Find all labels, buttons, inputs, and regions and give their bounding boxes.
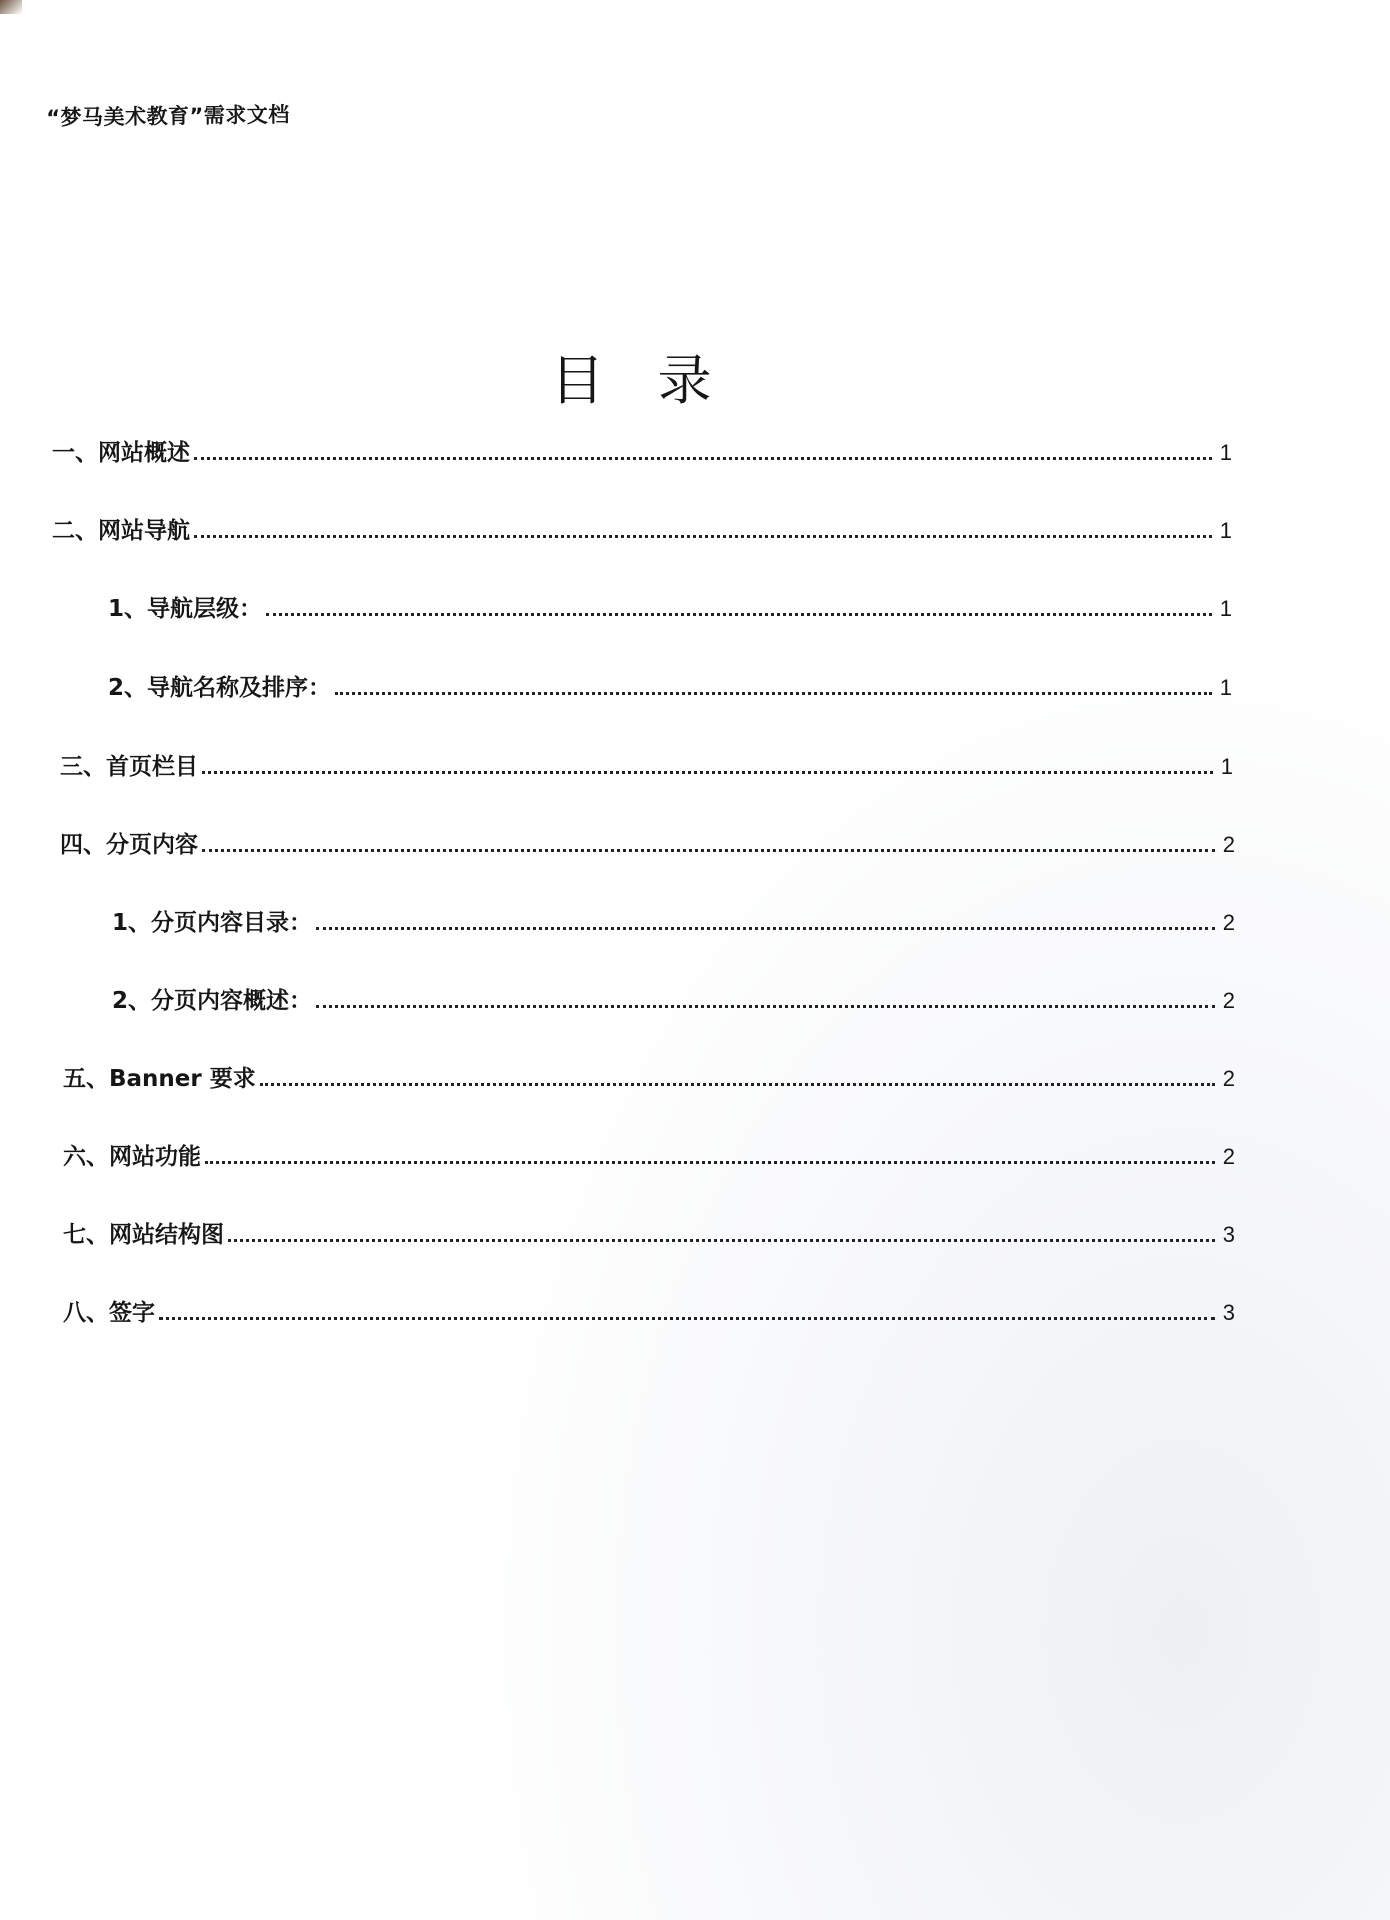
toc-entry-label: 七、网站结构图 — [63, 1222, 224, 1248]
toc-entry-3[interactable] — [60, 752, 1233, 782]
toc-page-number: 1 — [1220, 754, 1233, 779]
toc-entry-label: 2、分页内容概述： — [112, 988, 313, 1014]
toc-entry-4-2[interactable] — [112, 986, 1235, 1016]
toc-entry-4[interactable] — [60, 830, 1235, 860]
page-corner-shadow — [0, 0, 22, 14]
document-header: “梦马美术教育”需求文档 — [46, 102, 290, 130]
toc-page-number: 2 — [1222, 1144, 1235, 1169]
toc-entry-2[interactable] — [52, 516, 1232, 546]
toc-leader-dots — [316, 1005, 1215, 1008]
toc-page-number: 1 — [1219, 675, 1232, 700]
toc-leader-dots — [202, 771, 1213, 774]
toc-entry-label: 六、网站功能 — [63, 1144, 201, 1170]
toc-page-number: 1 — [1219, 518, 1232, 543]
toc-entry-4-1[interactable] — [112, 908, 1235, 938]
toc-entry-label: 二、网站导航 — [52, 518, 190, 544]
toc-leader-dots — [202, 849, 1215, 852]
toc-entry-5[interactable] — [63, 1064, 1235, 1094]
toc-entry-7[interactable] — [63, 1220, 1235, 1250]
toc-leader-dots — [260, 1083, 1215, 1086]
toc-entry-label: 八、签字 — [63, 1300, 155, 1326]
toc-leader-dots — [194, 535, 1212, 538]
toc-leader-dots — [159, 1317, 1215, 1320]
toc-leader-dots — [228, 1239, 1215, 1242]
toc-leader-dots — [266, 613, 1212, 616]
toc-page-number: 2 — [1222, 910, 1235, 935]
toc-title: 目 录 — [550, 349, 730, 412]
toc-entry-2-2[interactable] — [108, 673, 1232, 703]
toc-entry-label: 五、Banner 要求 — [63, 1066, 256, 1092]
toc-leader-dots — [205, 1161, 1215, 1164]
toc-entry-label: 2、导航名称及排序： — [108, 675, 332, 701]
toc-page-number: 3 — [1222, 1222, 1235, 1247]
toc-leader-dots — [316, 927, 1215, 930]
toc-entry-label: 一、网站概述 — [52, 440, 190, 466]
toc-entry-8[interactable] — [63, 1298, 1235, 1328]
toc-page-number: 2 — [1222, 832, 1235, 857]
toc-leader-dots — [194, 457, 1212, 460]
toc-entry-label: 四、分页内容 — [60, 832, 198, 858]
toc-page-number: 1 — [1219, 596, 1232, 621]
toc-entry-label: 1、分页内容目录： — [112, 910, 313, 936]
toc-entry-1[interactable] — [52, 438, 1232, 468]
toc-entry-2-1[interactable] — [108, 594, 1232, 624]
toc-page-number: 2 — [1222, 988, 1235, 1013]
toc-entry-6[interactable] — [63, 1142, 1235, 1172]
toc-entry-label: 1、导航层级： — [108, 596, 263, 622]
toc-page-number: 1 — [1219, 440, 1232, 465]
toc-leader-dots — [335, 692, 1212, 695]
toc-page-number: 2 — [1222, 1066, 1235, 1091]
toc-entry-label: 三、首页栏目 — [60, 754, 198, 780]
toc-page-number: 3 — [1222, 1300, 1235, 1325]
